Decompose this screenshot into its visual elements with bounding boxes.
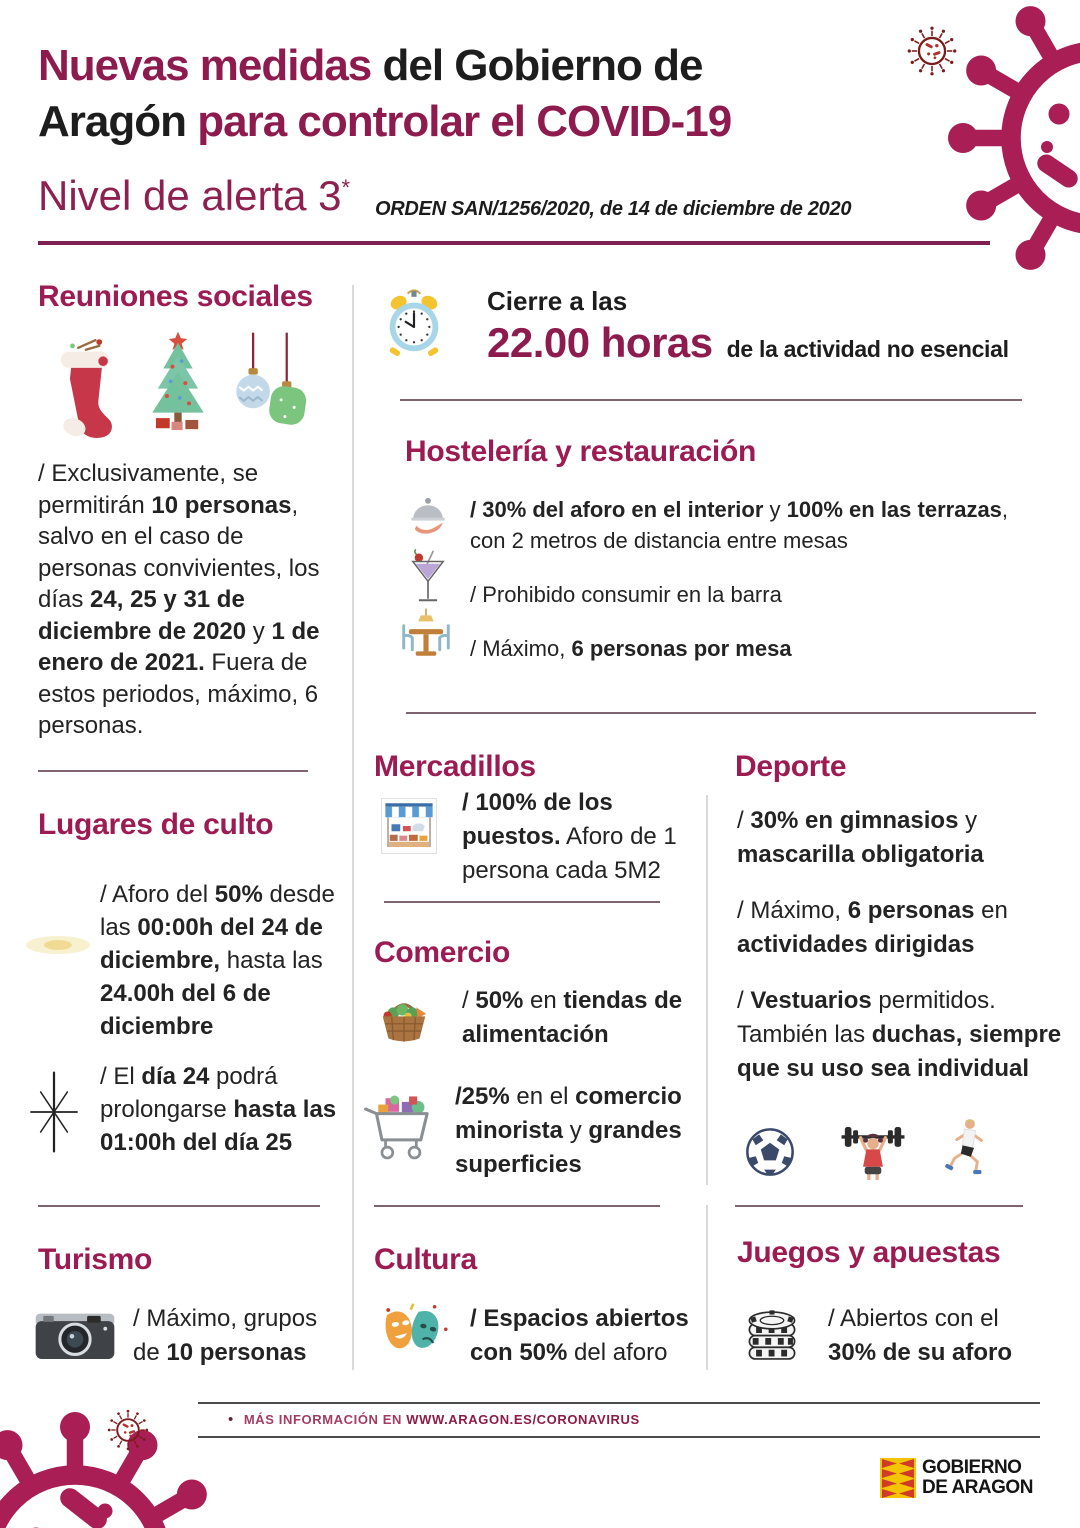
deporte-bullet-2 [737,894,1008,962]
text-run: , [291,491,299,519]
ornaments-icon [227,330,311,438]
text-run: personas convivientes, los [38,554,320,582]
text-run: 10 personas [151,491,292,519]
text-run: / El [100,1063,142,1090]
text-run: alimentación [462,1021,609,1048]
text-line [133,1302,317,1336]
closure-rule [400,399,1022,401]
camera-icon [34,1306,116,1362]
hosteleria-bullet-2 [470,578,782,611]
text-line [38,584,320,616]
text-run: desde [262,881,335,908]
text-run: con 50% [470,1339,568,1366]
hosteleria-bullet-1 [470,494,1008,556]
section-title-cultura: Cultura [374,1243,477,1276]
turismo-text [133,1302,317,1370]
text-line [455,1114,682,1148]
text-line [462,984,682,1018]
virus-bottom-small-icon [104,1406,152,1454]
text-line [470,525,1008,556]
footer-rule-bottom [198,1436,1040,1438]
section-title-turismo: Turismo [38,1243,153,1276]
text-run: 6 personas por mesa [571,636,792,661]
text-run: 50% [475,987,524,1014]
text-line [38,490,320,522]
comercio-bullet-1 [462,984,682,1052]
text-line [828,1336,1012,1370]
closure-line1: Cierre a las [487,286,628,316]
hosteleria-rule [406,712,1036,714]
text-run: 6 personas [847,897,975,924]
text-run: diciembre de 2020 [38,617,247,645]
text-line [470,1336,689,1370]
christmas-tree-icon [132,328,224,442]
cloche-icon [406,492,450,536]
text-run: superficies [455,1151,582,1178]
text-line [133,1336,317,1370]
text-line [737,894,1008,928]
text-line [38,521,320,553]
text-run: permitirán [38,491,152,519]
hosteleria-bullet-3 [470,632,792,665]
text-run: persona cada 5M2 [462,857,661,884]
closure-banner [487,286,1009,367]
text-run: comercio [575,1083,682,1110]
text-run: /25% [455,1083,510,1110]
text-run: del aforo [567,1339,668,1366]
comercio-bullet-2 [455,1080,682,1182]
juegos-text [828,1302,1012,1370]
text-line [100,977,335,1010]
text-line [462,820,677,854]
text-line [737,838,984,872]
weightlifter-icon [838,1122,908,1180]
text-run: hasta las [233,1096,337,1123]
text-run: / Espacios abiertos [470,1305,689,1332]
text-run: puestos. [462,823,561,850]
text-run: que su uso sea individual [737,1055,1030,1082]
text-run: 24.00h del 6 de [100,980,271,1007]
candle-glow-icon [25,928,91,962]
footer-info-label: MÁS INFORMACIÓN EN [243,1412,407,1427]
text-run: salvo en el caso de [38,523,244,550]
text-line [737,1018,1061,1052]
text-line [737,804,984,838]
text-run: actividades dirigidas [737,931,975,958]
soccer-ball-icon [744,1126,796,1178]
turismo-rule [38,1205,320,1207]
alert-level: Nivel de alerta 3* [38,172,351,219]
footer-bullet: • [228,1411,234,1428]
text-line [737,928,1008,962]
text-run: 10 personas [166,1339,307,1366]
deporte-bullet-3 [737,984,1061,1086]
text-run: / Máximo, [470,636,572,661]
market-stall-icon [381,798,437,854]
table-chairs-icon [396,608,456,664]
aragon-flag-icon [880,1458,916,1498]
text-line [100,1126,336,1159]
text-run: / [737,807,751,834]
text-run: 30% de su aforo [828,1339,1013,1366]
text-run: 24, 25 y 31 de [90,586,245,613]
text-line [737,1052,1061,1086]
cultura-text [470,1302,689,1370]
section-title-mercadillos: Mercadillos [374,750,536,783]
text-line [470,578,782,611]
mercadillos-rule [384,901,660,903]
text-run: de [133,1339,167,1366]
text-run: duchas, siempre [871,1021,1062,1048]
text-run: minorista [455,1117,564,1144]
lugares-bullet-2 [100,1060,336,1159]
text-run: diciembre [100,1013,214,1040]
text-line [100,944,335,977]
text-run: Aforo de 1 [560,823,677,850]
closure-time: 22.00 horas [487,319,713,366]
shopping-cart-icon [362,1094,438,1164]
text-run: También las [737,1021,872,1048]
logo-text: GOBIERNO DE ARAGON [922,1457,1033,1498]
section-title-lugares: Lugares de culto [38,808,274,841]
cultura-rule [374,1205,660,1207]
text-run: mascarilla obligatoria [737,841,984,868]
text-run: Fuera de [204,649,308,676]
text-line [38,679,320,711]
text-line [100,1010,335,1043]
text-run: / 30% del aforo en el interior [470,497,764,522]
page-title: Nuevas medidas del Gobierno de Aragón para controlar el COVID-19 [38,41,732,146]
text-line [100,878,335,911]
text-run: 100% en las terrazas [786,497,1002,522]
text-line [38,458,320,490]
text-run: y [763,497,787,522]
title-accent-2: para controlar el COVID-19 [197,97,732,146]
text-run: 01:00h del día 25 [100,1129,293,1156]
closure-line2: de la actividad no esencial [726,336,1009,362]
text-line [100,911,335,944]
vertical-divider-right-bottom [706,1205,708,1370]
text-run: y [958,807,978,834]
alert-asterisk: * [341,175,351,200]
text-run: podrá [209,1063,278,1090]
text-run: / 100% de los [462,789,613,816]
text-line [38,710,320,742]
text-line [462,854,677,888]
star-icon [28,1062,80,1162]
alarm-clock-icon [382,282,446,368]
text-run: en el [509,1083,576,1110]
text-line [828,1302,1012,1336]
text-run: / Prohibido consumir en la barra [470,582,782,607]
text-run: 1 de [271,617,320,645]
title-accent-1: Nuevas medidas [38,41,372,90]
text-line [455,1148,682,1182]
text-run: en [523,987,564,1014]
text-run: , [1001,497,1009,522]
text-run: en [974,897,1008,924]
theater-masks-icon [376,1302,450,1366]
text-run: días [38,586,91,613]
text-line [462,1018,682,1052]
gobierno-aragon-logo [880,1458,1033,1498]
text-run: hasta las [220,947,323,974]
text-line [100,1060,336,1093]
text-run: Vestuarios [750,987,872,1014]
text-run: 50% [214,881,263,908]
reuniones-text [38,458,320,742]
text-run: y [563,1117,589,1144]
text-run: 00:00h del 24 de [137,914,323,941]
text-run: grandes [588,1117,682,1144]
juegos-rule [735,1205,1023,1207]
text-run: / Exclusivamente, se [38,460,259,487]
header-rule [38,241,990,245]
text-run: / Aforo del [100,881,215,908]
text-run: / Máximo, [737,897,848,924]
text-run: tiendas de [563,987,683,1014]
section-title-deporte: Deporte [735,750,847,783]
footer-rule-top [198,1402,1040,1404]
text-run: diciembre, [100,947,221,974]
text-line [100,1093,336,1126]
vertical-divider-right [706,795,708,1185]
section-title-juegos: Juegos y apuestas [737,1236,1001,1269]
text-run: las [100,914,138,941]
runner-icon [942,1114,988,1180]
text-line [455,1080,682,1114]
food-basket-icon [377,990,431,1046]
virus-small-icon [903,22,961,80]
section-title-comercio: Comercio [374,936,510,969]
text-run: 30% en gimnasios [750,807,959,834]
section-title-hosteleria: Hostelería y restauración [405,435,756,468]
vertical-divider-left [352,285,354,1370]
footer-info-url: WWW.ARAGON.ES/CORONAVIRUS [406,1412,640,1427]
lugares-bullet-1 [100,878,335,1043]
text-run: día 24 [141,1063,210,1090]
text-line [737,984,1061,1018]
text-line [470,1302,689,1336]
text-line [38,616,320,648]
text-run: estos periodos, máximo, 6 [38,680,319,708]
text-run: con 2 metros de distancia entre mesas [470,528,848,553]
text-line [38,647,320,679]
text-run: enero de 2021. [38,649,205,676]
section-title-reuniones: Reuniones sociales [38,280,313,313]
text-run: personas. [38,712,144,739]
cocktail-icon [409,548,447,610]
deporte-bullet-1 [737,804,984,872]
mercadillos-text [462,786,677,888]
text-line [462,786,677,820]
poker-chips-icon [746,1302,798,1364]
stocking-icon [40,334,126,440]
text-run: prolongarse [100,1096,234,1123]
text-run: / Máximo, grupos [133,1305,318,1332]
text-run: permitidos. [871,987,996,1014]
order-reference: ORDEN SAN/1256/2020, de 14 de diciembre de 2020 [375,198,852,220]
text-line [38,553,320,585]
reuniones-rule [38,770,308,772]
text-run: / Abiertos con el [828,1305,999,1332]
text-run: / [462,987,476,1014]
text-run: / [737,987,751,1014]
text-run: y [246,617,272,645]
text-line [470,494,1008,525]
footer-info [228,1411,640,1428]
text-line [470,632,792,665]
